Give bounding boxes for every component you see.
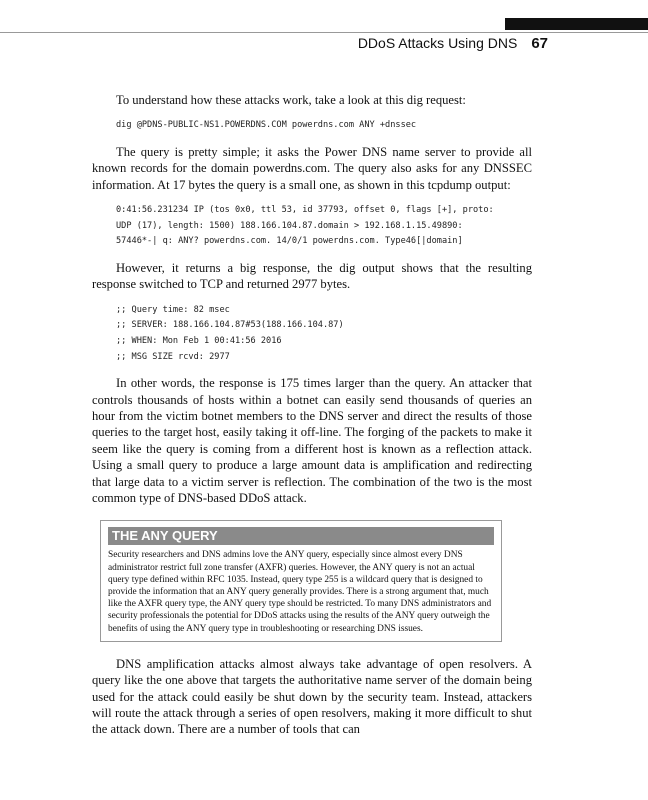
sidebar-box-title: THE ANY QUERY xyxy=(108,527,494,545)
paragraph-response xyxy=(92,260,532,293)
running-header xyxy=(358,35,548,52)
code-dig-output xyxy=(116,303,532,365)
paragraph-text: In other words, the response is 175 times larger than the query. An attacker that controls thousands of hosts within a botnet can easily send thousands of queries an hour from the victim botnet members to the DNS server and direct the results of those queries to the target host, easily taking it off-line. The forging of the packets to make it seem like the query is coming from a different host is known as a reflection attack. Using a small query to produce a large amount data is amplification and redirecting that large data to a victim server is reflection. The combination of the two is the most common type of DNS-based DDoS attack. xyxy=(92,376,532,506)
paragraph-text: DNS amplification attacks almost always take advantage of open resolvers. A query like the one above that targets the authoritative name server of the domain being used for the attack could easily be shut down by the security team. Instead, attackers will route the attack through a series of open resolvers, making it more difficult to shut the attack down. There are a number of tools that can xyxy=(92,656,532,737)
paragraph-intro xyxy=(92,92,532,108)
page-number: 67 xyxy=(531,35,548,52)
code-dig-request xyxy=(116,118,532,134)
code-text: 0:41:56.231234 IP (tos 0x0, ttl 53, id 37793, offset 0, flags [+], proto: UDP (17), length: 1500) 188.166.104.87.domain > 192.168.1.15.49890: 57446*-| q: ANY? powerdns.com. 14/0/1 powerdns.com. Type46[|domain] xyxy=(116,205,494,247)
paragraph-query xyxy=(92,144,532,193)
header-rule xyxy=(0,32,648,33)
text-column xyxy=(92,92,532,738)
sidebar-box-text: Security researchers and DNS admins love the ANY query, especially since almost every DNS administrator restrict full zone transfer (AXFR) queries. However, the ANY query is not an actual query type defined within RFC 1035. Instead, query type 255 is a wildcard query that is designed to provide the information that an ANY query generally provides. There is a strong argument that, much like the AXFR query type, the ANY query type should be restricted. To many DNS administrators and security professionals the potential for DDoS attacks using the results of the ANY query outweigh the benefits of using the ANY query type in troubleshooting or researching DNS issues. xyxy=(108,550,492,634)
code-text: ;; Query time: 82 msec ;; SERVER: 188.166.104.87#53(188.166.104.87) ;; WHEN: Mon Feb 1 00:41:56 2016 ;; MSG SIZE rcvd: 2977 xyxy=(116,304,344,362)
paragraph-text: To understand how these attacks work, take a look at this dig request: xyxy=(116,93,466,107)
paragraph-text: The query is pretty simple; it asks the Power DNS name server to provide all known records for the domain powerdns.com. The query also asks for any DNSSEC information. At 17 bytes the query is a small one, as shown in this tcpdump output: xyxy=(92,145,532,192)
code-tcpdump xyxy=(116,203,532,250)
paragraph-text: However, it returns a big response, the dig output shows that the resulting response switched to TCP and returned 2977 bytes. xyxy=(92,261,532,292)
paragraph-open-resolvers xyxy=(92,656,532,738)
header-bar xyxy=(505,18,648,30)
running-header-title: DDoS Attacks Using DNS xyxy=(357,35,518,51)
code-text: dig @PDNS-PUBLIC-NS1.POWERDNS.COM powerdns.com ANY +dnssec xyxy=(116,120,417,131)
sidebar-box-any-query xyxy=(100,520,502,641)
paragraph-amplification xyxy=(92,375,532,506)
